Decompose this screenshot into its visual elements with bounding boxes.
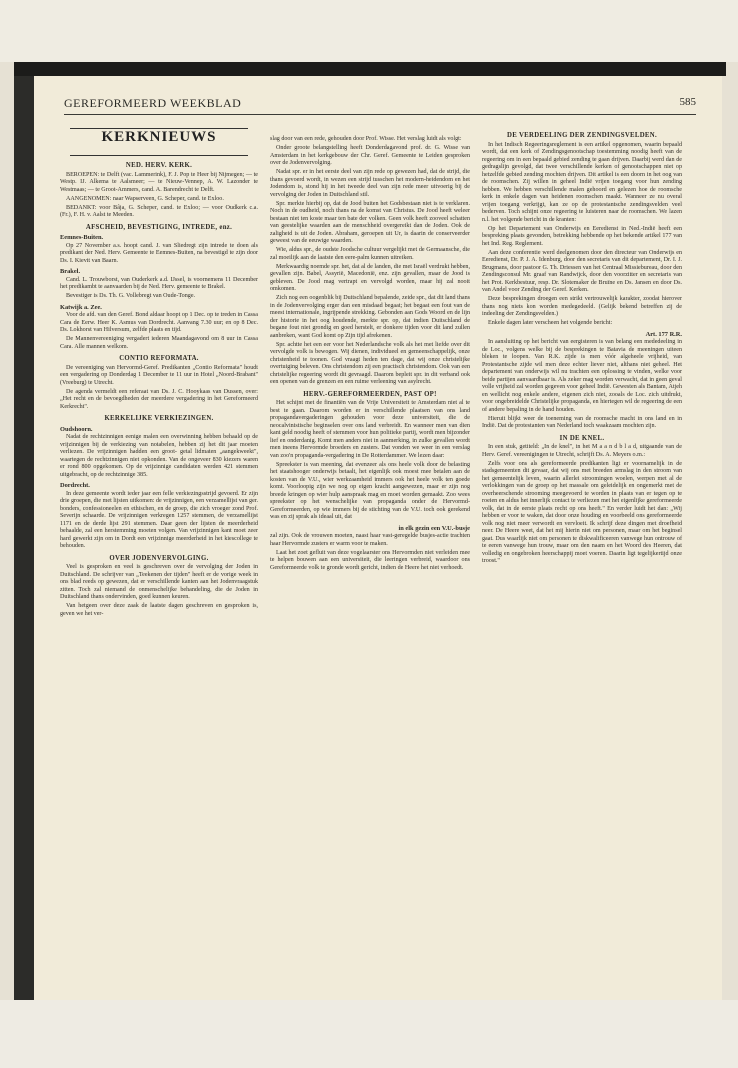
paragraph: De Mannenvereeniging vergadert iederen Maandagavond om 8 uur in Cassa Cara. Alle mannen welkom.	[60, 336, 258, 350]
masthead-box	[70, 128, 248, 156]
paragraph: Deze besprekingen droegen een strikt vertrouwelijk karakter, zoodat hierover thans nog niets kon worden medegedeeld. (Gelijk bekend betreffen zij de indeeling der Zendingsvelden.)	[482, 296, 682, 317]
paragraph: Cand. L. Trouwborst, van Ouderkerk a.d. IJssel, is voornemens 11 December het predikambt te aanvaarden bij de Ned. Herv. gemeente te Brakel.	[60, 276, 258, 290]
scanner-background-top	[0, 0, 738, 62]
scanner-background-bottom	[0, 1000, 738, 1068]
section-title: KERKELIJKE VERKIEZINGEN.	[104, 415, 214, 422]
section-title: IN DE KNEL.	[559, 434, 605, 442]
running-header	[64, 94, 696, 115]
paragraph: Op 27 November a.s. hoopt cand. J. van Sliedregt zijn intrede te doen als predikant der Ned. Herv. Gemeente te Eemnes-Buiten, na bevestigd te zijn door Ds. I. Kievit van Baarn.	[60, 242, 258, 264]
paragraph: Zich nog een oogenblik bij Duitschland bepalende, zeide spr., dat dit land thans in de Jodenvervolging erger dan een misdaad begaat; het begaat een fout van de meest internationale, ingrijpende strekking. Gebonden aan Gods Woord en de lijn der historie in het oog houdende, merkte spr. op, dat indien Duitschland de begane fout niet grondig en goed herstelt, er donkere tijden voor dit land zullen aanbreken, want God komt op Zijn tijd afrekenen.	[270, 295, 470, 339]
subheading: Dordrecht.	[60, 482, 90, 489]
paragraph: Het schijnt met de finantiën van de Vrije Universiteit te Amsterdam niet al te best te gaan. Daarom worden er in verschillende plaatsen van ons land propagandavergaderingen gehouden voor deze universiteit, die de neocalvinistische beginselen over ons land verbreidt. En wanneer men van dien kant geld noodig heeft of stemmen voor hun politieke partij, wordt men bijzonder lief en onderdanig. Komt men anders niet in aanmerking, in zulke gevallen wordt men ineens Hervormde broeders en zusters. Dat vonden we weer in een verslag van zoo'n propaganda-vergadering in De Rotterdammer. We lezen daar:	[270, 400, 470, 459]
paragraph: Van hetgeen over deze zaak de laatste dagen geschreven en gesproken is, geven we het ver-	[60, 603, 258, 617]
paragraph: Nadat de rechtzinnigen eenige malen een overwinning hebben behaald op de vrijzinnigen bij de verkiezing van notabelen, hebben zij het dit jaar moeten verliezen. De vrijzinnigen hadden een groot- getal lidmaten „aangekweekt", waartegen de rechtzinnigen niet opkonden. Van de ongeveer 830 kiezers waren er rond 800 opgekomen. Op de vrijzinnige candidaten werden 421 stemmen uitgebracht, op de rechtzinnige 385.	[60, 434, 258, 478]
paragraph: In aansluiting op het bericht van eergisteren is van belang een mededeeling in de Loc., volgens welke bij de besprekingen te Batavia de meeningen uiteen bleken te loopen. Van R.K. zijde is men vóór algeheele vrijheid, van Protestantsche zijde wil men deze echter liever niet, althans niet geheel. Het departement van onderwijs wil nu trachten een oplossing te vinden, welke voor beide partijen aanvaardbaar is. Als zeker mag worden verwacht, dat in geen geval volle vrijheid zal worden gegeven voor geheel Indië. Gewesten als Bantam, Atjeh en wellicht nog enkele andere, eigenen zich niet, zooals de Loc. zich uitdrukt, voor ongebreidelde Christelijke propaganda, en hiertegen wil de regeering de een of andere bepaling in de hand houden.	[482, 339, 682, 413]
paragraph: Aan deze conferentie werd deelgenomen door den directeur van Onderwijs en Eeredienst, Dr. P. J. A. Idenburg, door den secretaris van dit departement, Dr. I. J. Brugmans, door pastoor G. Th. Driessen van het Centraal Missiebureau, door den Zendingsconsul Mr. graaf van Randwijck, door den voorzitter en secretaris van het Prot. Kerkbestuur, resp. Dr. Slotemaker de Bruïne en Ds. Jansen en door Ds. van Andel voor Zending der Geref. Kerken.	[482, 249, 682, 293]
page-binding-shadow	[14, 76, 30, 1000]
paragraph: Onder groote belangstelling heeft Donderdagavond prof. dr. G. Wisse van Amsterdam in het kerkgebouw der Chr. Geref. Gemeente te Leiden gesproken over de Jodenvervolging.	[270, 145, 470, 166]
paragraph: AANGENOMEN: naar Wapserveen, G. Scheper, cand. te Exloo.	[66, 195, 224, 202]
section-title: HERV.-GEREFORMEERDEN, PAST OP!	[303, 390, 437, 398]
paragraph: Spr. merkte hierbij op, dat de Jood buiten het Godsbestaan niet is te verklaren. Noch in de oudheid, noch thans na de komst van Christus. De Jood heeft weleer bestaan niet ten koste maar ten bate der volken. Geen volk heeft zooveel schatten van geestelijke waarden aan de menschheid overgereikt dan de Joden. Ook de zaligheid is uit de Joden. Abraham, geroepen uit Ur, is daarin de conserveerder geweest van de eeuwige waarden.	[270, 200, 470, 244]
paragraph: De vereeniging van Hervormd-Geref. Predikanten „Contio Reformata" houdt een vergadering op Donderdag 1 December te 11 uur in Hotel „Noord-Brabant" (Vreeburg) te Utrecht.	[60, 364, 258, 386]
paragraph: slag door van een rede, gehouden door Prof. Wisse. Het verslag luidt als volgt:	[270, 136, 462, 142]
paragraph: BEROEPEN: te Delft (vac. Lammerink), F. J. Pop te Heer bij Nijmegen; — te Westp. IJ. Alkema te Aalsmeer; — te Nieuw-Vennep, A. W. Lazonder te Westmaas; — te Groot-Ammers, cand. A. Barendrecht te Delft.	[60, 171, 258, 193]
page-number: 585	[679, 96, 696, 108]
paragraph: Zelfs voor ons als gereformeerde predikanten ligt er voornamelijk in de stadsgemeenten dit gevaar, dat wij ons met breeden armslag in den stroom van het gemeentelijk leven, waarin allerlei stroomingen woelen, werpen met al de verlokkingen van de groep op het massale om geleidelijk en ongemerkt met de overheerschende strooming meegevoerd te worden in plaats van er tegen op te roeien en aldus het innerlijk contact te verliezen met het eigenlijke gereformeerde volk, dat in de eerste plaats recht op ons heeft." En verder luidt het dan: „Wij hebben er voor te waken, dat door onze houding en voorbeeld ons gereformeerde volk nog niet meer verwordt en vervloeit. Ik schrijf deze dingen met droefheid neer. De Heere weet, dat het mij hierin niet om personen, maar om het beginsel gaat. Dus waarlijk niet om personen te diskwalificeeren vanwege hun ontrouw of te eeren vanwege hun trouw, maar om den naam en het Woord des Heeren, dat volledig en ongebroken heerschappij moet voeren. Daarin ligt tegelijkertijd onze troost."	[482, 460, 682, 564]
column-middle	[270, 136, 470, 574]
subheading: Katwijk a. Zee.	[60, 303, 102, 311]
paragraph: BEDANKT: voor Bâja, G. Scheper, cand. te Exloo; — voor Oudkerk c.a. (Fr.), F. H. v. Aalst te Meeden.	[60, 204, 258, 218]
section-title: OVER JODENVERVOLGING.	[109, 554, 209, 562]
masthead-title: KERKNIEUWS	[101, 129, 217, 145]
paragraph: Voor de afd. van den Geref. Bond aldaar hoopt op 1 Dec. op te treden in Cassa Cara de Eerw. Heer K. Asmus van Dordrecht. Aanvang 7.30 uur; en op 8 Dec. Ds. Lokhorst van Hilversum, zelfde plaats en tijd.	[60, 312, 258, 333]
paragraph: De agenda vermeldt een referaat van Ds. J. C. Hooykaas van Dussen, over: „Het recht en de bevoegdheden der meerdere vergadering in het Gereformeerd Kerkrecht".	[60, 388, 258, 410]
paragraph: Enkele dagen later verscheen het volgende bericht:	[488, 320, 613, 326]
publication-title: GEREFORMEERD WEEKBLAD	[64, 96, 242, 110]
paragraph: Bevestiger is Ds. Th. G. Vollebregt van Oude-Tonge.	[66, 293, 196, 299]
newspaper-page	[30, 76, 722, 1000]
paragraph: In een stuk, getiteld: „In de knel", in het M a a n d b l a d, uitgaande van de Herv. Geref. vereenigingen te Utrecht, schrijft Ds. A. Meyers o.m.:	[482, 444, 682, 458]
column-left	[60, 124, 258, 620]
subheading: Oudshoorn.	[60, 425, 93, 433]
paragraph: In het Indisch Regeeringsreglement is een artikel opgenomen, waarin bepaald wordt, dat een kerk of Zendingsgenootschap toestemming noodig heeft van de regeering om in een bepaald gebied zending te gaan drijven. Daarbij werd dan de gedragslijn gevolgd, dat twee verschillende kerken of genootschappen niet op hetzelfde gebied zending mochten drijven. Dit artikel is een doorn in het oog van de roomschen. Zij willen in geheel Indië vrijen toegang voor hun zending hebben. We hebben verschillende malen gehoord en gelezen hoe de roomsche kerk in enkele dagen van heidenen roomschen maakt. Wanneer ze nu overal vrijen toegang verkrijgt, kan ze op de protestantsche zendingsvelden veel bederven. Toch schijnt onze regeering te luisteren naar de roomschen. We lazen n.l. het volgende bericht in de kranten:	[482, 141, 682, 223]
emphasis-line: in elk gezin een V.U.-busje	[398, 524, 470, 532]
paragraph: zal zijn. Ook de vrouwen moeten, naast haar vast-geregelde busjes-actie trachten haar Hervormde zusters er warm voor te maken.	[270, 533, 470, 547]
scan-edge-bar	[14, 62, 726, 76]
subheading: Brakel.	[60, 268, 81, 275]
paragraph: Laat het zoet gefluit van deze vogelaarster ons Hervormden niet verleiden mee te helpen bouwen aan een universiteit, die leeringen verbreid, waardoor ons Gereformeerde volk te gronde wordt gericht, indien de Heere het niet verhoedt.	[270, 549, 470, 571]
paragraph: Op het Departement van Onderwijs en Eeredienst in Ned.-Indië heeft een bespreking plaats gevonden, betrekking hebbende op het bekende artikel 177 van het Ind. Reg. Reglement.	[482, 225, 682, 247]
subheading: Eemnes-Buiten.	[60, 234, 104, 241]
paragraph: Hieruit blijkt weer de toeneming van de roomsche macht in ons land en in Indië. Dat de protestanten van Nederland toch waakzaam mochten zijn.	[482, 415, 682, 429]
column-right	[482, 128, 682, 567]
paragraph: Wie, aldus spr., de oudste Joodsche cultuur vergelijkt met de Germaansche, die zal moeilijk aan de laatste den eere-palm kunnen uitreiken.	[270, 247, 470, 261]
paragraph: Veel is gesproken en veel is geschreven over de vervolging der Joden in Duitschland. De schrijver van „Teekenen der tijden" heeft er de vorige week in ons blad reeds op gewezen, dat er verschillende kanten aan het Jodenvraagstuk zitten. Toch zal niemand de onmenschelijke behandeling, die de Joden in Duitschland thans ondervinden, goed kunnen keuren.	[60, 564, 258, 600]
section-title: CONTIO REFORMATA.	[119, 355, 199, 362]
paragraph: Nadat spr. er in het eerste deel van zijn rede op gewezen had, dat de strijd, die thans gevoerd wordt, in wezen een strijd tusschen het modern-heidendom en het Jodendom is, stond hij in het tweede deel van zijn rede meer uitvoerig bij de vervolging der Joden in Duitschland stil.	[270, 169, 470, 198]
paragraph: Spr. achtte het een eer voor het Nederlandsche volk als het met liefde over dit vervolgde volk is bewogen. Wij dienen, individueel en gemeenschappelijk, onze christenheid te toonen. God vraagt heden ten dage, dat wij onze christelijke overtuiging beleven. Ons christendom zij een practisch christendom. Ook van een christelijke regeering wordt dit gevraagd. Daarom bepleit spr. in dit verband ook een openen van de grenzen en een ruime verleening van asylrecht.	[270, 341, 470, 385]
paragraph: In deze gemeente wordt ieder jaar een felle verkiezingsstrijd gevoerd. Er zijn drie groepen, die met lijsten uitkomen: de vrijzinnigen, een verzamellijst van ger. bonders, confessioneelen en ethischen, en de groep, die zich vroeger zond Prof. Severijn schaarde. De vrijzinnigen verkregen 1257 stemmen, de verzamellijst 1171 en de derde lijst 291 stemmen. Daar geen der lijsten de meerderheid behaalde, zal een herstemming moeten volgen. Van vrijzinnigen kant moet zeer hard gewerkt zijn om in Dordt een vrijzinnige meerderheid in het kiescollege te behouden.	[60, 490, 258, 549]
section-title: NED. HERV. KERK.	[125, 162, 193, 169]
section-title: DE VERDEELING DER ZENDINGSVELDEN.	[507, 132, 657, 139]
section-title: AFSCHEID, BEVESTIGING, INTREDE, enz.	[85, 223, 233, 231]
paragraph: Merkwaardig noemde spr. het, dat al de landen, die met Israël verdrukt hebben, gevallen zijn. Babel, Assyrië, Macedonië, enz. zijn gevallen, maar de Jood is gebleven. De Jood mag vertrapt en vervolgd worden, maar hij zal nooit omkomen.	[270, 263, 470, 292]
article-reference: Art. 177 R.R.	[645, 330, 682, 338]
paragraph: Spreekster is van meening, dat evenzeer als ons heele volk door de belasting het staatshooger onderwijs betaalt, het eigenlijk ook moest mee betalen aan de kosten van de V.U., wier werkzaamheid immers ook het heele volk ten goede komt. Voorloopig zijn we nog op eigen kracht aangewezen, maar er zijn nog breede kringen op wier hulp aanspraak mag en moet worden gemaakt. Zoo wees spreekster op het wenschelijke van propaganda onder de Hervormd-Gereformeerden, op wie immers bij de stichting van de V.U. toch ook gerekend was en zij sprak als ideaal uit, dat	[270, 461, 470, 520]
